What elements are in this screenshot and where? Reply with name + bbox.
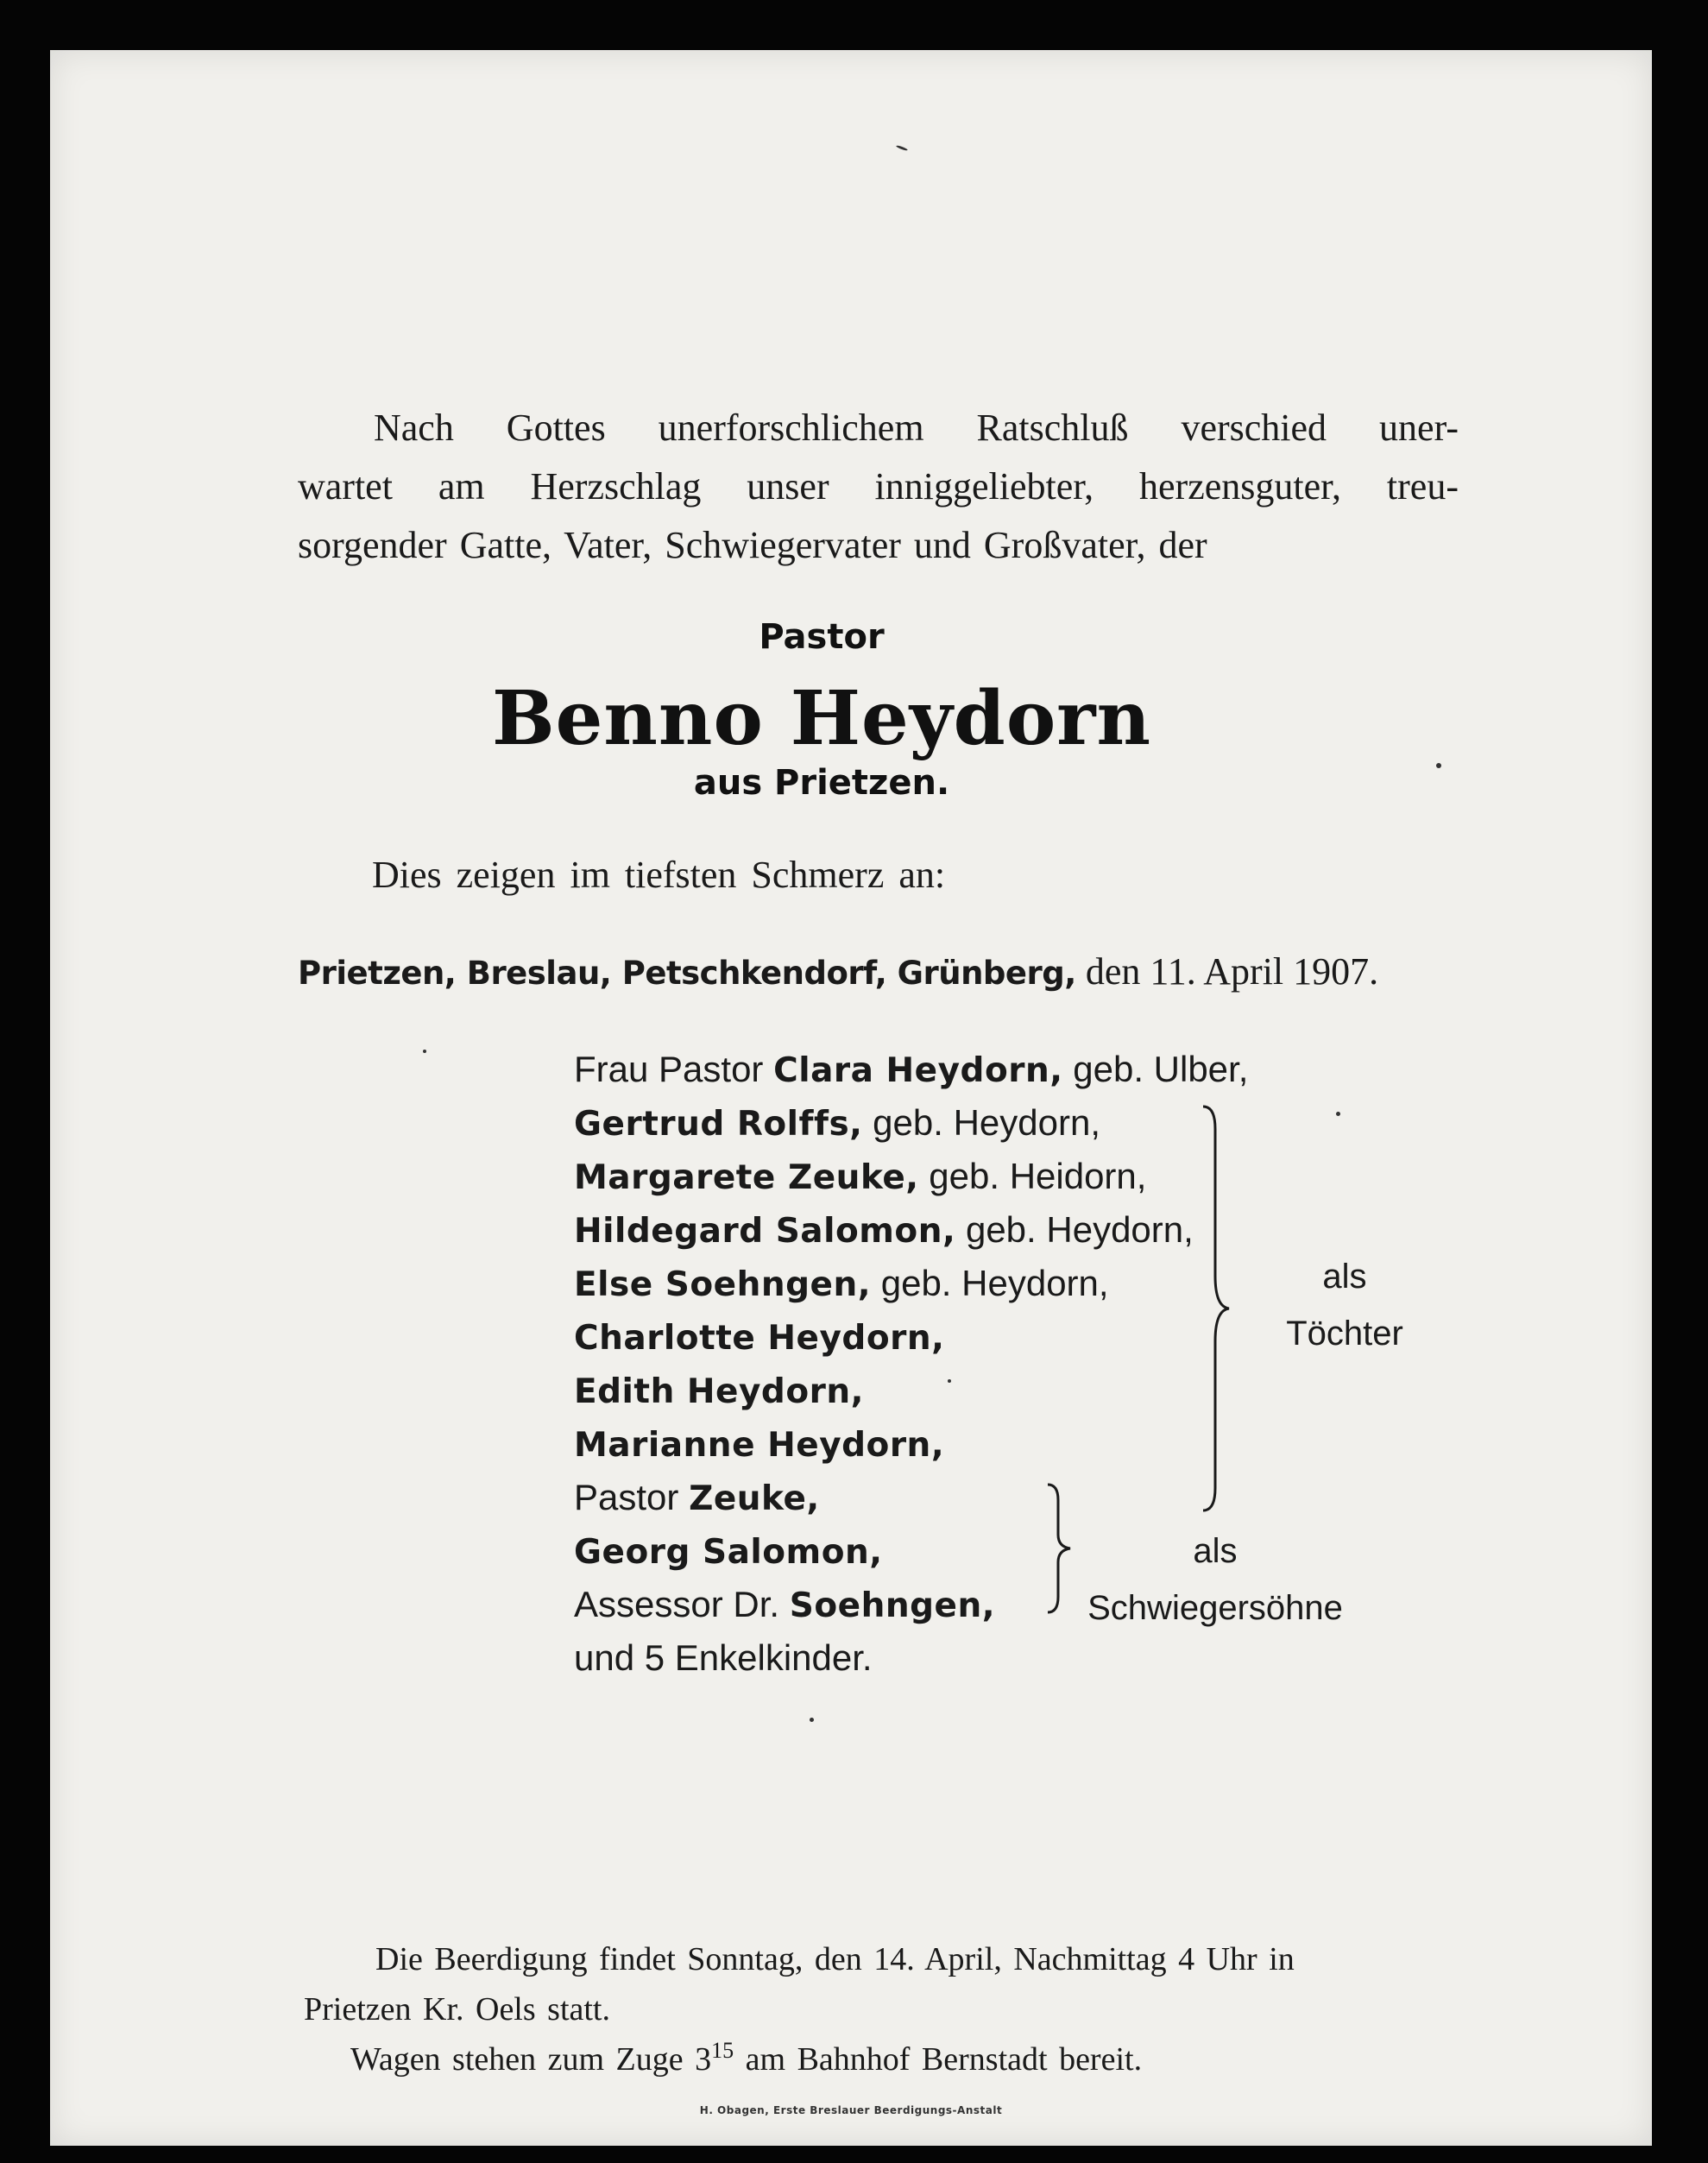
mourner-suffix: geb. Ulber, xyxy=(1062,1049,1249,1089)
mourner-name: Soehngen, xyxy=(789,1586,996,1625)
funeral-info xyxy=(304,1934,1465,2084)
sons-in-law-label-line: Schwiegersöhne xyxy=(1087,1589,1343,1627)
printer-imprint: H. Obagen, Erste Breslauer Beerdigungs-Anstalt xyxy=(699,2104,1003,2116)
deceased-title: Pastor xyxy=(759,617,885,657)
daughters-group-label xyxy=(1241,1248,1448,1362)
mourner-row xyxy=(574,1364,1248,1417)
mourner-row xyxy=(574,1310,1248,1364)
sons-in-law-label-line: als xyxy=(1193,1532,1238,1570)
intro-paragraph xyxy=(298,399,1459,575)
deceased-origin: aus Prietzen. xyxy=(693,763,950,803)
train-text: Wagen stehen zum Zuge 3 xyxy=(350,2041,712,2078)
funeral-line: Prietzen Kr. Oels statt. xyxy=(304,1991,610,2027)
dateline-places: Prietzen, Breslau, Petschkendorf, Grünberg, xyxy=(298,955,1076,992)
mourner-row xyxy=(574,1043,1248,1096)
mourner-name: Clara Heydorn, xyxy=(773,1051,1063,1090)
deceased-name: Benno Heydorn xyxy=(491,675,1152,762)
mourner-name: Marianne Heydorn, xyxy=(574,1426,945,1465)
mourner-suffix: geb. Heydorn, xyxy=(871,1263,1109,1303)
mourner-prefix: Assessor Dr. xyxy=(574,1584,790,1624)
paper-speck xyxy=(896,145,908,152)
right-brace-icon xyxy=(1044,1481,1075,1616)
funeral-line xyxy=(304,2034,1465,2084)
train-time-minutes: 15 xyxy=(711,2038,734,2063)
mourner-row xyxy=(574,1150,1248,1203)
mourner-suffix: geb. Heydorn, xyxy=(955,1209,1194,1250)
mourner-prefix: und 5 Enkelkinder. xyxy=(574,1637,873,1678)
mourner-row xyxy=(574,1203,1248,1257)
sons-in-law-group-label xyxy=(1077,1523,1353,1636)
mourner-name: Zeuke, xyxy=(689,1479,820,1518)
announcement: Dies zeigen im tiefsten Schmerz an: xyxy=(372,854,946,896)
mourner-row xyxy=(574,1471,1248,1524)
funeral-line: Die Beerdigung findet Sonntag, den 14. April, Nachmittag 4 Uhr in xyxy=(375,1941,1295,1977)
daughters-label-line: als xyxy=(1322,1258,1367,1296)
mourner-prefix: Frau Pastor xyxy=(574,1049,774,1089)
mourner-name: Georg Salomon, xyxy=(574,1533,883,1572)
intro-line: wartet am Herzschlag unser inniggeliebter, herzensguter, treu- xyxy=(298,465,1459,508)
right-brace-icon xyxy=(1200,1103,1234,1514)
mourner-name: Else Soehngen, xyxy=(574,1265,872,1304)
mourner-row xyxy=(574,1096,1248,1150)
station-text: am Bahnhof Bernstadt bereit. xyxy=(734,2041,1143,2078)
paper-speck xyxy=(1336,1112,1340,1116)
mourner-row xyxy=(574,1257,1248,1310)
mourner-row xyxy=(574,1631,1248,1685)
dateline xyxy=(298,949,1378,993)
mourner-name: Gertrud Rolffs, xyxy=(574,1105,863,1144)
daughters-label-line: Töchter xyxy=(1286,1315,1403,1353)
paper-speck xyxy=(423,1050,426,1053)
mourner-name: Hildegard Salomon, xyxy=(574,1212,956,1251)
mourner-row xyxy=(574,1417,1248,1471)
intro-line: Nach Gottes unerforschlichem Ratschluß verschied uner- xyxy=(374,407,1459,449)
paper-speck xyxy=(1436,763,1441,768)
mourner-name: Charlotte Heydorn, xyxy=(574,1319,945,1358)
mourner-suffix: geb. Heydorn, xyxy=(862,1102,1101,1143)
mourner-name: Edith Heydorn, xyxy=(574,1372,864,1411)
paper-speck xyxy=(948,1379,951,1383)
paper-speck xyxy=(810,1718,814,1722)
mourner-prefix: Pastor xyxy=(574,1477,690,1517)
mourner-suffix: geb. Heidorn, xyxy=(918,1156,1147,1196)
mourner-name: Margarete Zeuke, xyxy=(574,1158,919,1197)
death-notice-page xyxy=(50,50,1652,2146)
dateline-date: den 11. April 1907. xyxy=(1085,950,1379,993)
intro-line: sorgender Gatte, Vater, Schwiegervater und Großvater, der xyxy=(298,524,1207,566)
